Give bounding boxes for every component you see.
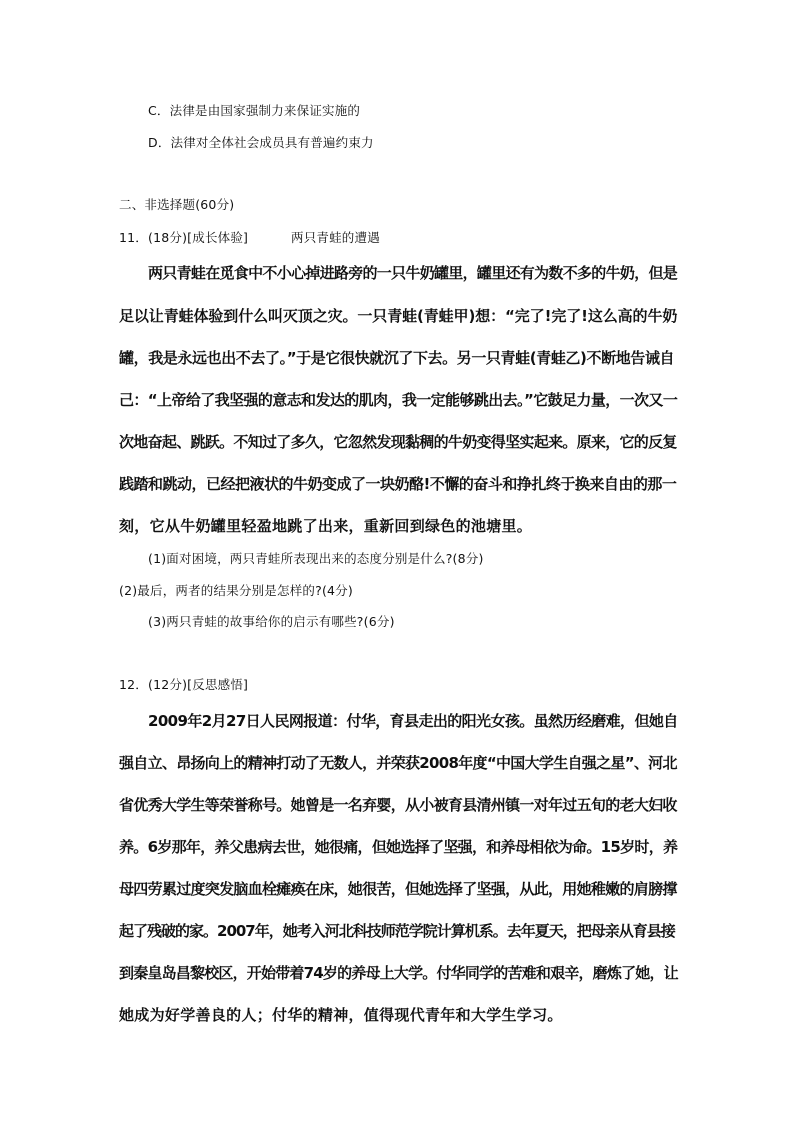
q11-header-label: 11．(18分)[成长体验] bbox=[119, 230, 249, 245]
q11-passage-line: 刻，它从牛奶罐里轻盈地跳了出来，重新回到绿色的池塘里。 bbox=[119, 517, 533, 535]
q11-passage-line: 两只青蛙在觅食中不小心掉进路旁的一只牛奶罐里，罐里还有为数不多的牛奶，但是 bbox=[148, 264, 678, 282]
q12-passage-line: 起了残破的家。2007年，她考入河北科技师范学院计算机系。去年夏天，把母亲从育县接 bbox=[119, 922, 675, 940]
q11-subquestion: (1)面对困境，两只青蛙所表现出来的态度分别是什么?(8分) bbox=[148, 551, 484, 566]
q12-passage-line: 省优秀大学生等荣誉称号。她曾是一名弃婴，从小被育县清州镇一对年过五旬的老大妇收 bbox=[119, 796, 677, 814]
q11-passage-line: 践踏和跳动，已经把液状的牛奶变成了一块奶酪!不懈的奋斗和挣扎终于换来自由的那一 bbox=[119, 475, 677, 493]
q12-passage-line: 养。6岁那年，养父患病去世，她很痛，但她选择了坚强，和养母相依为命。15岁时，养 bbox=[119, 838, 678, 856]
q11-passage-line: 己：“上帝给了我坚强的意志和发达的肌肉，我一定能够跳出去。”它鼓足力量，一次又一 bbox=[119, 391, 678, 409]
q11-passage-line: 罐，我是永远也出不去了。”于是它很快就沉了下去。另一只青蛙(青蛙乙)不断地告诫自 bbox=[119, 349, 675, 367]
q11-subquestion: (2)最后，两者的结果分别是怎样的?(4分) bbox=[119, 583, 353, 598]
option-d: D．法律对全体社会成员具有普遍约束力 bbox=[148, 135, 374, 150]
option-c: C．法律是由国家强制力来保证实施的 bbox=[148, 103, 361, 118]
q12-header-label: 12．(12分)[反思感悟] bbox=[119, 677, 249, 692]
q11-subquestion: (3)两只青蛙的故事给你的启示有哪些?(6分) bbox=[148, 614, 395, 629]
q12-passage-line: 母四劳累过度突发脑血栓瘫痪在床，她很苦，但她选择了坚强，从此，用她稚嫩的肩膀撑 bbox=[119, 880, 677, 898]
q12-passage-line: 到秦皇岛昌黎校区，开始带着74岁的养母上大学。付华同学的苦难和艰辛，磨炼了她，让 bbox=[119, 964, 678, 982]
q12-passage-line: 强自立、昂扬向上的精神打动了无数人，并荣获2008年度“中国大学生自强之星”、河北 bbox=[119, 754, 677, 772]
q11-header-title: 两只青蛙的遭遇 bbox=[291, 230, 380, 245]
q11-passage-line: 次地奋起、跳跃。不知过了多久，它忽然发现黏稠的牛奶变得坚实起来。原来，它的反复 bbox=[119, 433, 677, 451]
q11-passage-line: 足以让青蛙体验到什么叫灭顶之灾。一只青蛙(青蛙甲)想：“完了!完了!这么高的牛奶 bbox=[119, 307, 678, 325]
q12-passage-line: 2009年2月27日人民网报道：付华，育县走出的阳光女孩。虽然历经磨难，但她自 bbox=[148, 712, 678, 730]
section-heading: 二、非选择题(60分) bbox=[119, 197, 235, 212]
q12-passage-line: 她成为好学善良的人；付华的精神，值得现代青年和大学生学习。 bbox=[119, 1006, 563, 1024]
